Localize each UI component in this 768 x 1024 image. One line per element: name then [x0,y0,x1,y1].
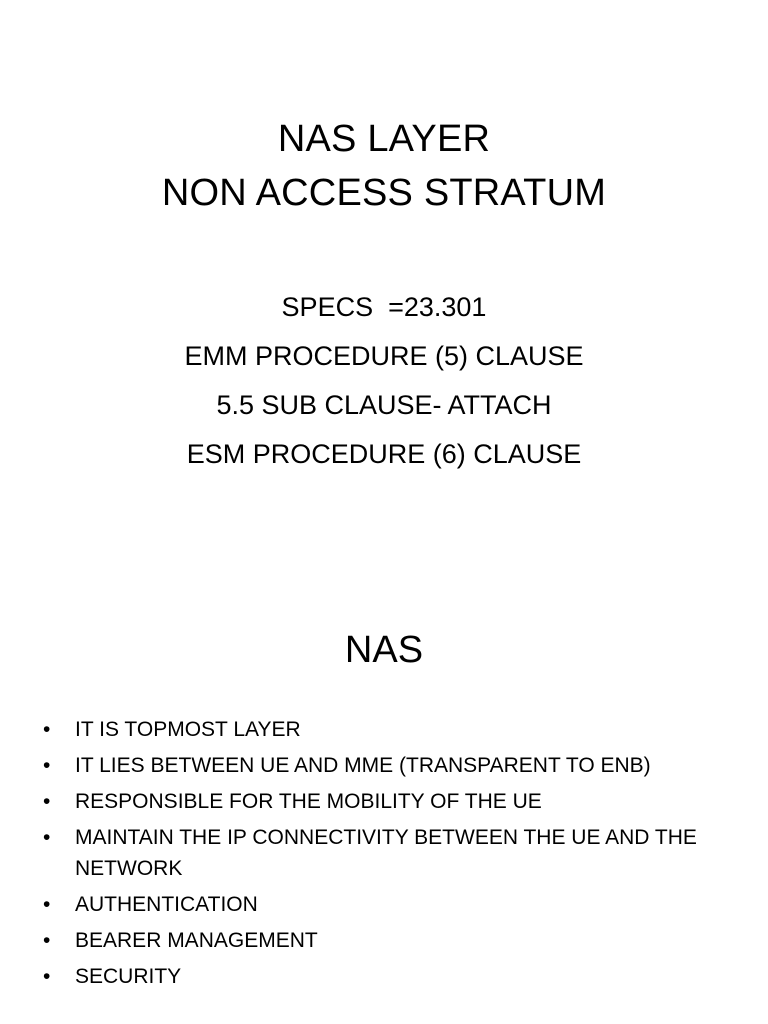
bullet-text: IT LIES BETWEEN UE AND MME (TRANSPARENT TO ENB) [75,754,651,777]
bullet-text: AUTHENTICATION [75,893,258,916]
slide-title [0,112,768,220]
bullet-text: RESPONSIBLE FOR THE MOBILITY OF THE UE [75,790,542,813]
subtitle-line-emm: EMM PROCEDURE (5) CLAUSE [184,341,584,371]
slide-title: NAS [344,629,424,671]
slide-2 [0,512,768,1024]
subtitle-line-specs: SPECS =23.301 [281,292,487,322]
bullet-text: SECURITY [75,965,182,988]
bullet-icon: • [43,826,51,849]
list-item [43,889,733,920]
list-item [43,750,733,781]
subtitle-line-attach: 5.5 SUB CLAUSE- ATTACH [216,390,552,420]
slide-subtitle [0,283,768,479]
bullet-icon: • [43,965,51,988]
bullet-list [43,714,733,997]
bullet-text: MAINTAIN THE IP CONNECTIVITY BETWEEN THE UE AND THE NETWORK [75,826,697,880]
title-line-1: NAS LAYER [277,118,491,160]
bullet-icon: • [43,929,51,952]
list-item [43,822,733,884]
bullet-text: IT IS TOPMOST LAYER [75,718,301,741]
bullet-icon: • [43,754,51,777]
list-item [43,925,733,956]
list-item [43,961,733,992]
subtitle-line-esm: ESM PROCEDURE (6) CLAUSE [186,439,582,469]
bullet-text: BEARER MANAGEMENT [75,929,318,952]
title-line-2: NON ACCESS STRATUM [161,172,607,214]
bullet-icon: • [43,718,51,741]
bullet-icon: • [43,790,51,813]
list-item [43,714,733,745]
bullet-icon: • [43,893,51,916]
list-item [43,786,733,817]
